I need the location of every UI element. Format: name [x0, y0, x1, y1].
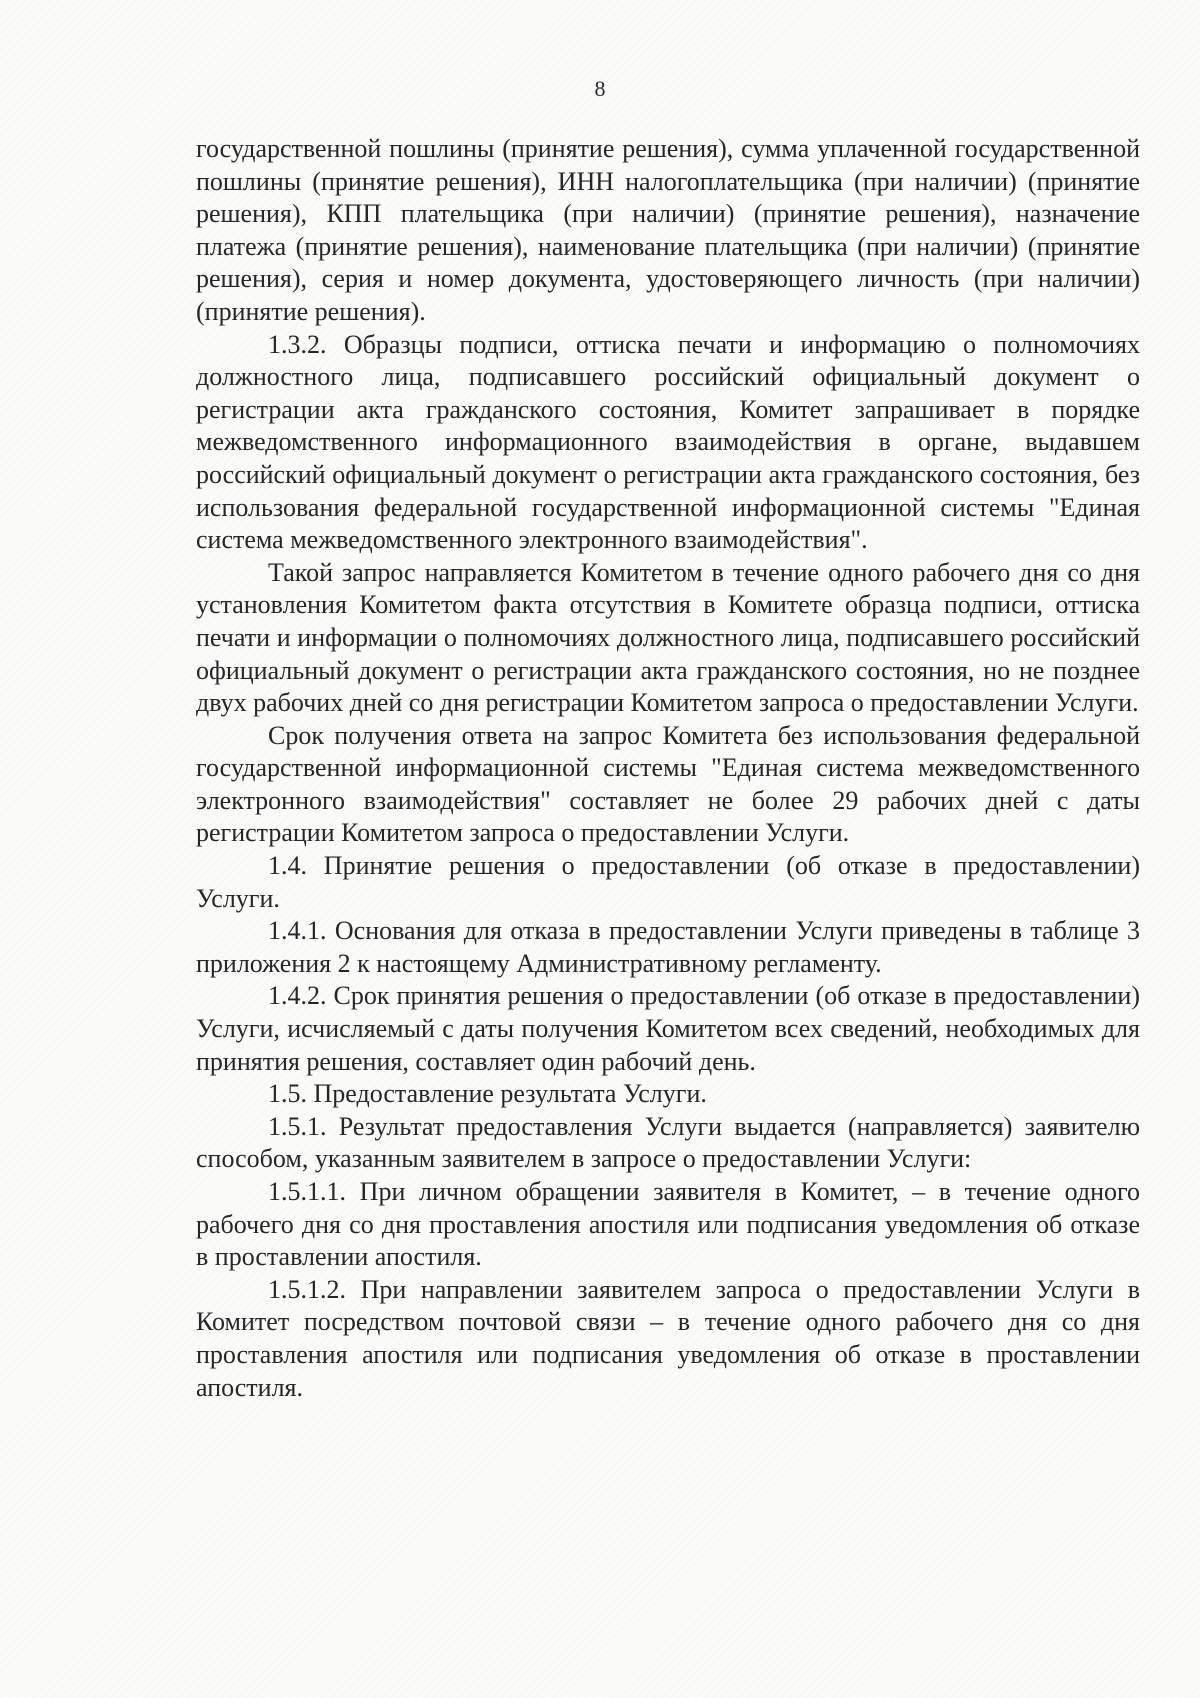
- paragraph-3: Такой запрос направляется Комитетом в течение одного рабочего дня со дня установления Комитетом факта отсутствия в Комитете образца подписи, оттиска печати и информации о полномочиях должностного лица, подписавшего российский официальный документ о регистрации акта гражданского состояния, но не позднее двух рабочих дней со дня регистрации Комитетом запроса о предоставлении Услуги.: [196, 557, 1140, 718]
- paragraph-4: Срок получения ответа на запрос Комитета без использования федеральной государственной информационной системы "Единая система межведомственного электронного взаимодействия" составляет не более 29 рабочих дней с даты регистрации Комитетом запроса о предоставлении Услуги.: [196, 720, 1140, 848]
- paragraph-9: 1.5.1. Результат предоставления Услуги выдается (направляется) заявителю способом, указанным заявителем в запросе о предоставлении Услуги:: [196, 1111, 1140, 1174]
- paragraph-1: государственной пошлины (принятие решения), сумма уплаченной государственной пошлины (принятие решения), ИНН налогоплательщика (при наличии) (принятие решения), КПП плательщика (при наличии) (принятие решения), назначение платежа (принятие решения), наименование плательщика (при наличии) (принятие решения), серия и номер документа, удостоверяющего личность (при наличии) (принятие решения).: [196, 134, 1140, 326]
- page-number: 8: [594, 76, 606, 101]
- paragraph-2: 1.3.2. Образцы подписи, оттиска печати и информацию о полномочиях должностного лица, подписавшего российский официальный документ о регистрации акта гражданского состояния, Комитет запрашивает в порядке межведомственного информационного взаимодействия в органе, выдавшем российский официальный документ о регистрации акта гражданского состояния, без использования федеральной государственной информационной системы "Единая система межведомственного электронного взаимодействия".: [196, 329, 1140, 555]
- document-body: [196, 133, 1140, 1404]
- paragraph-6: 1.4.1. Основания для отказа в предоставлении Услуги приведены в таблице 3 приложения 2 к настоящему Административному регламенту.: [196, 916, 1140, 978]
- paragraph-8: 1.5. Предоставление результата Услуги.: [268, 1079, 707, 1109]
- paragraph-11: 1.5.1.2. При направлении заявителем запроса о предоставлении Услуги в Комитет посредством почтовой связи – в течение одного рабочего дня со дня проставления апостиля или подписания уведомления об отказе в проставлении апостиля.: [196, 1274, 1140, 1402]
- paragraph-5: 1.4. Принятие решения о предоставлении (об отказе в предоставлении) Услуги.: [196, 851, 1140, 913]
- paragraph-7: 1.4.2. Срок принятия решения о предоставлении (об отказе в предоставлении) Услуги, исчисляемый с даты получения Комитетом всех сведений, необходимых для принятия решения, составляет один рабочий день.: [196, 981, 1140, 1076]
- paragraph-10: 1.5.1.1. При личном обращении заявителя в Комитет, – в течение одного рабочего дня со дня проставления апостиля или подписания уведомления об отказе в проставлении апостиля.: [196, 1177, 1140, 1272]
